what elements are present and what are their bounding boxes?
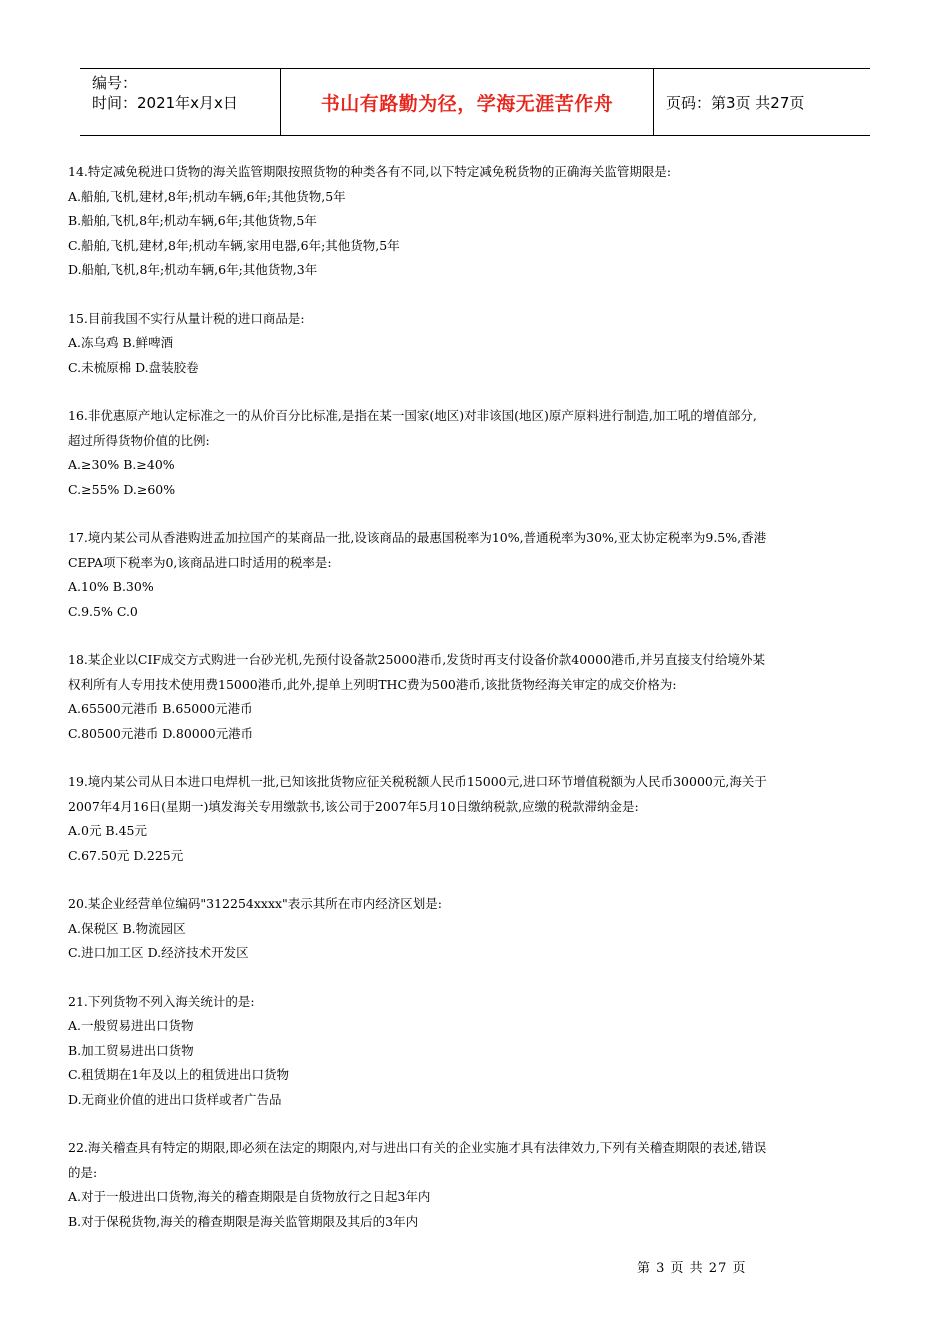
question-block	[68, 770, 883, 868]
question-stem: 17.境内某公司从香港购进孟加拉国产的某商品一批,设该商品的最惠国税率为10%,普通税率为30%,亚太协定税率为9.5%,香港	[68, 530, 767, 545]
question-stem: 16.非优惠原产地认定标准之一的从价百分比标准,是指在某一国家(地区)对非该国(地区)原产原料进行制造,加工吼的增值部分,	[68, 408, 757, 423]
answer-option: B.船舶,飞机,8年;机动车辆,6年;其他货物,5年	[68, 213, 317, 228]
question-stem: 2007年4月16日(星期一)填发海关专用缴款书,该公司于2007年5月10日缴纳税款,应缴的税款滞纳金是:	[68, 798, 639, 814]
answer-option: A.对于一般进出口货物,海关的稽查期限是自货物放行之日起3年内	[68, 1189, 431, 1204]
answer-option: C.进口加工区 D.经济技术开发区	[68, 945, 249, 960]
question-stem: 22.海关稽查具有特定的期限,即必须在法定的期限内,对与进出口有关的企业实施才具有法律效力,下列有关稽查期限的表述,错误	[68, 1140, 767, 1155]
question-stem: 15.目前我国不实行从量计税的进口商品是:	[68, 310, 305, 326]
question-stem: 20.某企业经营单位编码"312254xxxx"表示其所在市内经济区划是:	[68, 896, 443, 911]
answer-option: C.船舶,飞机,建材,8年;机动车辆,家用电器,6年;其他货物,5年	[68, 237, 400, 253]
answer-option: A.保税区 B.物流园区	[68, 920, 186, 936]
question-list	[68, 160, 883, 1258]
answer-option: C.未梳原棉 D.盘装胶卷	[68, 359, 199, 375]
question-stem: 18.某企业以CIF成交方式购进一台砂光机,先预付设备款25000港币,发货时再支付设备价款40000港币,并另直接支付给境外某	[68, 652, 766, 667]
question-block	[68, 990, 883, 1113]
answer-option: D.船舶,飞机,8年;机动车辆,6年;其他货物,3年	[68, 262, 318, 277]
answer-option: C.租赁期在1年及以上的租赁进出口货物	[68, 1067, 290, 1082]
document-date: 时间：2021年x月x日	[92, 94, 238, 112]
answer-option: B.加工贸易进出口货物	[68, 1042, 194, 1058]
question-stem: 19.境内某公司从日本进口电焊机一批,已知该批货物应征关税税额人民币15000元,进口环节增值税额为人民币30000元,海关于	[68, 774, 767, 789]
question-block	[68, 892, 883, 966]
answer-option: B.对于保税货物,海关的稽查期限是海关监管期限及其后的3年内	[68, 1213, 419, 1229]
answer-option: D.无商业价值的进出口货样或者广告品	[68, 1091, 282, 1107]
question-stem: 的是:	[68, 1164, 98, 1180]
question-block	[68, 1136, 883, 1234]
question-block	[68, 526, 883, 624]
question-stem: 21.下列货物不列入海关统计的是:	[68, 993, 255, 1009]
answer-option: A.≥30% B.≥40%	[68, 457, 175, 472]
header-page-info: 页码：第3页 共27页	[666, 93, 805, 112]
question-stem: CEPA项下税率为0,该商品进口时适用的税率是:	[68, 554, 332, 570]
answer-option: A.0元 B.45元	[68, 823, 147, 838]
question-stem: 权利所有人专用技术使用费15000港币,此外,提单上列明THC费为500港币,该批货物经海关审定的成交价格为:	[68, 676, 677, 692]
question-block	[68, 648, 883, 746]
answer-option: A.10% B.30%	[68, 579, 154, 594]
question-block	[68, 160, 883, 283]
answer-option: A.65500元港币 B.65000元港币	[68, 701, 253, 716]
header-motto: 书山有路勤为径，学海无涯苦作舟	[281, 69, 654, 135]
question-block	[68, 307, 883, 381]
answer-option: A.船舶,飞机,建材,8年;机动车辆,6年;其他货物,5年	[68, 188, 346, 204]
header-meta	[80, 69, 281, 135]
answer-option: A.一般贸易进出口货物	[68, 1018, 194, 1033]
question-block	[68, 404, 883, 502]
answer-option: C.9.5% C.0	[68, 603, 138, 619]
answer-option: A.冻乌鸡 B.鲜啤酒	[68, 335, 174, 350]
answer-option: C.80500元港币 D.80000元港币	[68, 725, 254, 741]
question-stem: 超过所得货物价值的比例:	[68, 432, 210, 448]
page-footer: 第 3 页 共 27 页	[637, 1261, 747, 1276]
answer-option: C.≥55% D.≥60%	[68, 481, 176, 497]
answer-option: C.67.50元 D.225元	[68, 847, 184, 863]
question-stem: 14.特定减免税进口货物的海关监管期限按照货物的种类各有不同,以下特定减免税货物的正确海关监管期限是:	[68, 164, 672, 179]
page-header	[80, 68, 870, 136]
document-number: 编号：	[92, 74, 138, 92]
